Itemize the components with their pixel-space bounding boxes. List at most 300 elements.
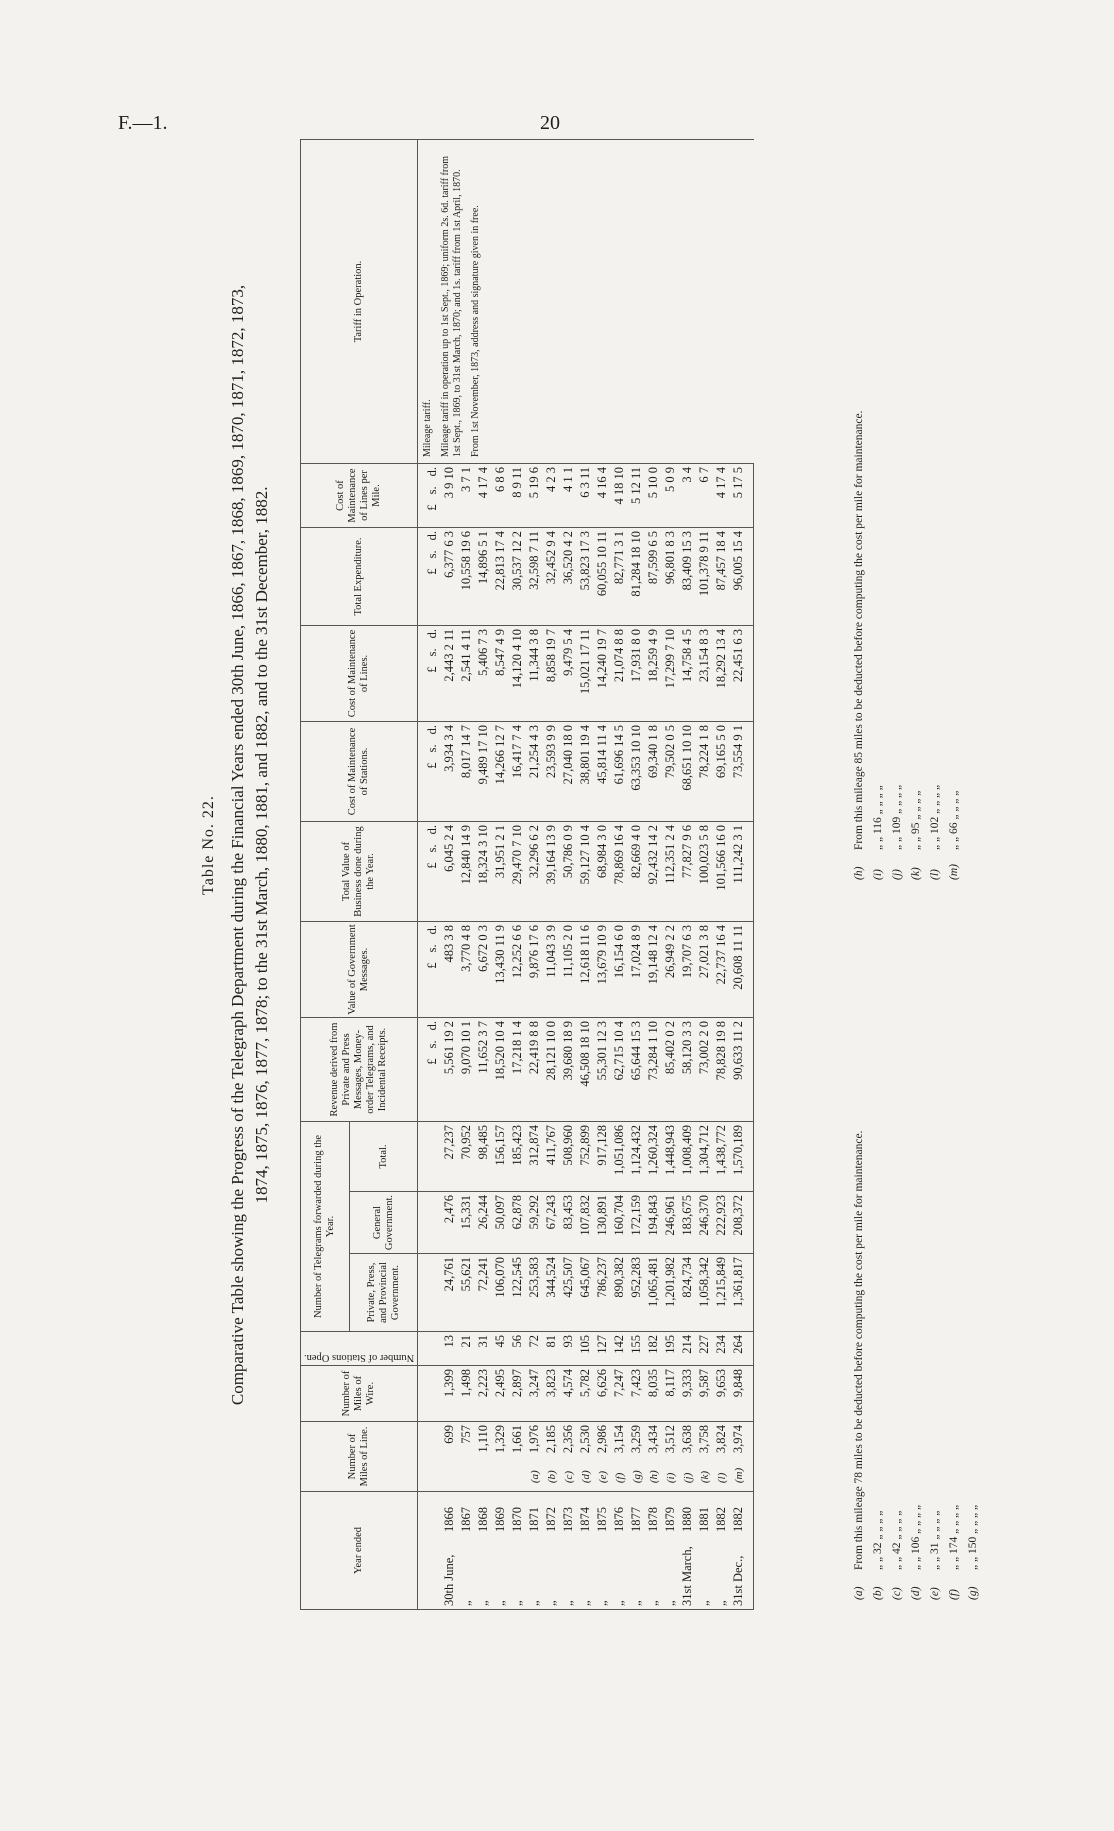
cell-business xyxy=(713,822,730,922)
header-cost-per-mile: Cost of Maintenance of Lines per Mile. xyxy=(301,464,418,528)
cell-value: 9,848 xyxy=(731,1369,746,1398)
cell-line xyxy=(441,1422,458,1492)
cell-value: 3 4 xyxy=(680,467,695,483)
cell-value: 1,058,342 xyxy=(697,1257,712,1307)
cell-cost-lines xyxy=(730,626,754,722)
unit-label: £ xyxy=(425,862,440,869)
cell-line xyxy=(560,1422,577,1492)
cell-value: 5,406 7 3 xyxy=(476,629,491,676)
cell-value: 1,215,849 xyxy=(714,1257,729,1307)
cell-value: 31 xyxy=(476,1335,491,1348)
cell-general xyxy=(713,1192,730,1254)
row-date: „ xyxy=(714,1600,729,1606)
cell-value: 78,869 16 4 xyxy=(612,825,627,885)
footnote-line xyxy=(850,411,869,880)
unit-label: s. xyxy=(425,844,440,853)
row-date: „ xyxy=(459,1600,474,1606)
footnote-key: (g) xyxy=(967,1586,979,1600)
footnote-text: From this mileage 78 miles to be deducted before computing the cost per mile for maintenance. xyxy=(853,1130,865,1570)
cell-private xyxy=(730,1254,754,1332)
cell-per-mile xyxy=(458,464,475,528)
cell-per-mile xyxy=(679,464,696,528)
cell-business xyxy=(560,822,577,922)
cell-line xyxy=(611,1422,628,1492)
cell-value: 183,675 xyxy=(680,1195,695,1236)
cell-wire xyxy=(509,1366,526,1422)
cell-line xyxy=(492,1422,509,1492)
units-cell xyxy=(418,464,442,528)
cell-total xyxy=(696,1122,713,1192)
unit-label: d. xyxy=(425,629,440,639)
footnote-key: (l) xyxy=(929,869,941,880)
cell-general xyxy=(679,1192,696,1254)
footnote-line xyxy=(888,411,907,880)
row-date: „ xyxy=(476,1600,491,1606)
row-year: 1878 xyxy=(646,1507,661,1532)
cell-line xyxy=(458,1422,475,1492)
cell-value: 32,296 6 2 xyxy=(527,825,542,879)
row-year: 1875 xyxy=(595,1507,610,1532)
header-telegrams-total: Total. xyxy=(350,1122,418,1192)
cell-business xyxy=(628,822,645,922)
cell-total xyxy=(441,1122,458,1192)
cell-year-ended xyxy=(560,1492,577,1610)
cell-value: 6,045 2 4 xyxy=(442,825,457,872)
table-number: Table No. 22. xyxy=(200,795,217,895)
footnotes-right xyxy=(850,411,964,880)
footnote-flag: (a) xyxy=(529,1470,542,1484)
footnote-line xyxy=(926,411,945,880)
cell-value: 6 8 6 xyxy=(493,467,508,492)
cell-per-mile xyxy=(628,464,645,528)
cell-value: 4 16 4 xyxy=(595,467,610,499)
cell-value: 69,165 5 0 xyxy=(714,725,729,779)
cell-value: 14,240 19 7 xyxy=(595,629,610,689)
cell-value: 27,021 3 8 xyxy=(697,925,712,979)
cell-general xyxy=(526,1192,543,1254)
cell-value: 3,758 xyxy=(697,1425,712,1454)
cell-value: 14,896 5 1 xyxy=(476,531,491,585)
cell-line xyxy=(628,1422,645,1492)
cell-value: 4,574 xyxy=(561,1369,576,1398)
footnote-flag: (j) xyxy=(682,1472,695,1484)
cell-value: 2,223 xyxy=(476,1369,491,1398)
cell-value: 11,344 3 8 xyxy=(527,629,542,682)
footnote-flag: (f) xyxy=(614,1472,627,1484)
cell-cost-lines xyxy=(441,626,458,722)
cell-value: 62,715 10 4 xyxy=(612,1021,627,1081)
footnote-text: „ „ 42 „ „ „ „ xyxy=(891,1510,903,1570)
cell-revenue xyxy=(543,1018,560,1122)
cell-value: 78,224 1 8 xyxy=(697,725,712,779)
cell-value: 160,704 xyxy=(612,1195,627,1236)
cell-gov xyxy=(679,922,696,1018)
cell-value: 122,545 xyxy=(510,1257,525,1298)
cell-cost-lines xyxy=(645,626,662,722)
cell-value: 917,128 xyxy=(595,1125,610,1166)
cell-per-mile xyxy=(509,464,526,528)
cell-total xyxy=(611,1122,628,1192)
cell-total xyxy=(526,1122,543,1192)
cell-value: 112,351 2 4 xyxy=(663,825,678,884)
cell-value: 17,299 7 10 xyxy=(663,629,678,689)
cell-value: 13,679 10 9 xyxy=(595,925,610,985)
cell-value: 5 17 5 xyxy=(731,467,746,499)
cell-general xyxy=(730,1192,754,1254)
cell-revenue xyxy=(628,1018,645,1122)
cell-year-ended xyxy=(730,1492,754,1610)
cell-value: 81,284 18 10 xyxy=(629,531,644,597)
unit-label: £ xyxy=(425,568,440,575)
cell-value: 155 xyxy=(629,1335,644,1354)
cell-value: 757 xyxy=(459,1425,474,1444)
units-cell xyxy=(418,1018,442,1122)
cell-year-ended xyxy=(594,1492,611,1610)
cell-per-mile xyxy=(526,464,543,528)
footnote-text: „ „ 106 „ „ „ „ xyxy=(910,1504,922,1570)
cell-per-mile xyxy=(560,464,577,528)
cell-value: 17,931 8 0 xyxy=(629,629,644,683)
cell-value: 312,874 xyxy=(527,1125,542,1166)
cell-value: 344,524 xyxy=(544,1257,559,1298)
cell-gov xyxy=(458,922,475,1018)
cell-cost-stations xyxy=(628,722,645,822)
cell-value: 508,960 xyxy=(561,1125,576,1166)
cell-general xyxy=(543,1192,560,1254)
cell-expenditure xyxy=(560,528,577,626)
cell-value: 890,382 xyxy=(612,1257,627,1298)
cell-value: 67,243 xyxy=(544,1195,559,1230)
cell-value: 234 xyxy=(714,1335,729,1354)
cell-year-ended xyxy=(475,1492,492,1610)
cell-value: 6 7 xyxy=(697,467,712,483)
cell-stations xyxy=(492,1332,509,1366)
cell-value: 30,537 12 2 xyxy=(510,531,525,591)
cell-value: 17,218 1 4 xyxy=(510,1021,525,1075)
cell-gov xyxy=(475,922,492,1018)
cell-value: 53,823 17 3 xyxy=(578,531,593,591)
cell-value: 3,247 xyxy=(527,1369,542,1398)
units-cell xyxy=(418,1122,442,1192)
footnote-key: (a) xyxy=(853,1586,865,1600)
cell-value: 32,598 7 11 xyxy=(527,531,542,590)
cell-value: 4 17 4 xyxy=(476,467,491,499)
cell-value: 27,040 18 0 xyxy=(561,725,576,785)
cell-value: 79,502 0 5 xyxy=(663,725,678,779)
row-year: 1874 xyxy=(578,1507,593,1532)
footnote-line xyxy=(964,1131,983,1600)
cell-value: 185,423 xyxy=(510,1125,525,1166)
cell-year-ended xyxy=(662,1492,679,1610)
row-year: 1873 xyxy=(561,1507,576,1532)
cell-total xyxy=(679,1122,696,1192)
unit-label: £ xyxy=(425,962,440,969)
cell-value: 81 xyxy=(544,1335,559,1348)
cell-value: 101,378 9 11 xyxy=(697,531,712,597)
cell-business xyxy=(458,822,475,922)
cell-value: 952,283 xyxy=(629,1257,644,1298)
cell-value: 45,814 11 4 xyxy=(595,725,610,784)
cell-line xyxy=(577,1422,594,1492)
footnote-flag: (e) xyxy=(597,1470,610,1484)
cell-value: 222,923 xyxy=(714,1195,729,1236)
cell-expenditure xyxy=(713,528,730,626)
cell-wire xyxy=(577,1366,594,1422)
cell-total xyxy=(662,1122,679,1192)
cell-value: 11,043 3 9 xyxy=(544,925,559,978)
cell-value: 69,340 1 8 xyxy=(646,725,661,779)
row-year: 1882 xyxy=(731,1507,746,1532)
cell-total xyxy=(594,1122,611,1192)
cell-value: 16,154 6 0 xyxy=(612,925,627,979)
cell-wire xyxy=(458,1366,475,1422)
cell-wire xyxy=(628,1366,645,1422)
cell-business xyxy=(441,822,458,922)
cell-stations xyxy=(560,1332,577,1366)
cell-value: 6,672 0 3 xyxy=(476,925,491,972)
cell-value: 106,070 xyxy=(493,1257,508,1298)
header-telegrams-private: Private, Press, and Provincial Government. xyxy=(350,1254,418,1332)
row-date: 30th June, xyxy=(442,1554,457,1606)
row-date: „ xyxy=(527,1600,542,1606)
cell-expenditure xyxy=(645,528,662,626)
cell-value: 12,840 14 9 xyxy=(459,825,474,885)
header-telegrams-general: General Government. xyxy=(350,1192,418,1254)
row-year: 1876 xyxy=(612,1507,627,1532)
cell-value: 23,593 9 9 xyxy=(544,725,559,779)
units-cell xyxy=(418,822,442,922)
footnote-text: „ „ 95 „ „ „ „ xyxy=(910,790,922,850)
cell-revenue xyxy=(730,1018,754,1122)
cell-business xyxy=(509,822,526,922)
cell-value: 411,767 xyxy=(544,1125,559,1166)
cell-cost-stations xyxy=(526,722,543,822)
cell-value: 83,409 15 3 xyxy=(680,531,695,591)
cell-stations xyxy=(611,1332,628,1366)
unit-label: s. xyxy=(425,944,440,953)
cell-value: 73,284 1 10 xyxy=(646,1021,661,1081)
cell-private xyxy=(458,1254,475,1332)
cell-line xyxy=(645,1422,662,1492)
cell-private xyxy=(475,1254,492,1332)
cell-value: 63,353 10 10 xyxy=(629,725,644,791)
cell-value: 5 12 11 xyxy=(629,467,644,505)
unit-label: d. xyxy=(425,467,440,477)
header-total-expenditure: Total Expenditure. xyxy=(301,528,418,626)
cell-value: 1,399 xyxy=(442,1369,457,1398)
cell-cost-lines xyxy=(458,626,475,722)
cell-per-mile xyxy=(492,464,509,528)
footnote-key: (h) xyxy=(853,866,865,880)
footnote-text: From this mileage 85 miles to be deducted before computing the cost per mile for maintenance. xyxy=(853,410,865,850)
cell-general xyxy=(594,1192,611,1254)
cell-value: 2,356 xyxy=(561,1425,576,1454)
cell-value: 5 19 6 xyxy=(527,467,542,499)
cell-value: 786,237 xyxy=(595,1257,610,1298)
cell-value: 1,438,772 xyxy=(714,1125,729,1175)
row-year: 1879 xyxy=(663,1507,678,1532)
footnote-text: „ „ 116 „ „ „ „ xyxy=(872,785,884,850)
header-tariff: Tariff in Operation. xyxy=(301,140,418,464)
cell-value: 8 9 11 xyxy=(510,467,525,498)
cell-gov xyxy=(543,922,560,1018)
row-date: „ xyxy=(697,1600,712,1606)
unit-label: £ xyxy=(425,1058,440,1065)
cell-revenue xyxy=(509,1018,526,1122)
cell-cost-lines xyxy=(543,626,560,722)
cell-revenue xyxy=(441,1018,458,1122)
cell-expenditure xyxy=(475,528,492,626)
cell-gov xyxy=(594,922,611,1018)
cell-value: 4 2 3 xyxy=(544,467,559,492)
cell-value: 1,304,712 xyxy=(697,1125,712,1175)
cell-value: 56 xyxy=(510,1335,525,1348)
cell-private xyxy=(543,1254,560,1332)
cell-value: 2,443 2 11 xyxy=(442,629,457,682)
tariff-note: Mileage tariff in operation up to 1st Sept., 1869; uniform 2s. 6d. tariff from 1st Sept., 1869, to 31st March, 1870; and 1s. tariff from 1st April, 1870. xyxy=(440,156,464,457)
cell-value: 21,074 8 8 xyxy=(612,629,627,683)
cell-value: 172,159 xyxy=(629,1195,644,1236)
cell-per-mile xyxy=(577,464,594,528)
cell-per-mile xyxy=(662,464,679,528)
cell-private xyxy=(645,1254,662,1332)
footnote-flag: (i) xyxy=(665,1472,678,1484)
cell-total xyxy=(475,1122,492,1192)
cell-value: 142 xyxy=(612,1335,627,1354)
row-date: „ xyxy=(578,1600,593,1606)
cell-cost-lines xyxy=(662,626,679,722)
cell-value: 752,899 xyxy=(578,1125,593,1166)
cell-expenditure xyxy=(730,528,754,626)
footnote-key: (f) xyxy=(948,1589,960,1600)
cell-per-mile xyxy=(713,464,730,528)
footnote-flag: (c) xyxy=(563,1470,576,1484)
footnote-line xyxy=(869,1131,888,1600)
footnote-key: (e) xyxy=(929,1587,941,1600)
page-code: F.—1. xyxy=(118,112,168,134)
footnote-flag: (m) xyxy=(733,1467,746,1484)
row-date: 31st Dec., xyxy=(731,1555,746,1606)
cell-business xyxy=(526,822,543,922)
cell-general xyxy=(475,1192,492,1254)
cell-line xyxy=(594,1422,611,1492)
cell-value: 65,644 15 3 xyxy=(629,1021,644,1081)
cell-revenue xyxy=(679,1018,696,1122)
row-year: 1882 xyxy=(714,1507,729,1532)
cell-cost-lines xyxy=(560,626,577,722)
footnote-text: „ „ 31 „ „ „ „ xyxy=(929,1510,941,1570)
cell-stations xyxy=(645,1332,662,1366)
unit-label: d. xyxy=(425,1021,440,1031)
cell-cost-stations xyxy=(577,722,594,822)
cell-wire xyxy=(662,1366,679,1422)
cell-business xyxy=(594,822,611,922)
cell-value: 4 1 1 xyxy=(561,467,576,492)
cell-per-mile xyxy=(543,464,560,528)
cell-value: 111,242 3 1 xyxy=(731,825,746,884)
cell-value: 72 xyxy=(527,1335,542,1348)
row-year: 1872 xyxy=(544,1507,559,1532)
row-year: 1868 xyxy=(476,1507,491,1532)
cell-value: 59,292 xyxy=(527,1195,542,1230)
cell-value: 83,453 xyxy=(561,1195,576,1230)
cell-value: 18,292 13 4 xyxy=(714,629,729,689)
cell-business xyxy=(645,822,662,922)
cell-per-mile xyxy=(696,464,713,528)
cell-value: 8,035 xyxy=(646,1369,661,1398)
cell-gov xyxy=(628,922,645,1018)
cell-stations xyxy=(628,1332,645,1366)
row-date: „ xyxy=(629,1600,644,1606)
cell-revenue xyxy=(492,1018,509,1122)
cell-value: 1,110 xyxy=(476,1425,491,1453)
cell-value: 12,618 11 6 xyxy=(578,925,593,984)
footnote-line xyxy=(850,1131,869,1600)
cell-value: 3,638 xyxy=(680,1425,695,1454)
cell-value: 2,476 xyxy=(442,1195,457,1224)
footnote-text: „ „ 109 „ „ „ „ xyxy=(891,784,903,850)
cell-value: 73,554 9 1 xyxy=(731,725,746,779)
cell-value: 1,065,481 xyxy=(646,1257,661,1307)
cell-value: 3,823 xyxy=(544,1369,559,1398)
cell-business xyxy=(696,822,713,922)
cell-revenue xyxy=(475,1018,492,1122)
cell-general xyxy=(458,1192,475,1254)
cell-value: 253,583 xyxy=(527,1257,542,1298)
cell-value: 1,329 xyxy=(493,1425,508,1454)
cell-value: 246,370 xyxy=(697,1195,712,1236)
footnote-flag: (b) xyxy=(546,1470,559,1484)
cell-value: 62,878 xyxy=(510,1195,525,1230)
cell-revenue xyxy=(645,1018,662,1122)
unit-label: d. xyxy=(425,925,440,935)
cell-private xyxy=(679,1254,696,1332)
cell-value: 9,653 xyxy=(714,1369,729,1398)
unit-label: d. xyxy=(425,725,440,735)
cell-revenue xyxy=(560,1018,577,1122)
tariff-note: From 1st November, 1873, address and signature given in free. xyxy=(470,205,482,457)
cell-total xyxy=(458,1122,475,1192)
footnote-text: „ „ 174 „ „ „ „ xyxy=(948,1504,960,1570)
cell-value: 93 xyxy=(561,1335,576,1348)
cell-revenue xyxy=(458,1018,475,1122)
footnote-key: (j) xyxy=(891,869,903,880)
cell-value: 1,976 xyxy=(527,1425,542,1454)
cell-total xyxy=(577,1122,594,1192)
cell-business xyxy=(679,822,696,922)
footnote-flag: (k) xyxy=(699,1470,712,1484)
cell-per-mile xyxy=(475,464,492,528)
cell-value: 1,051,086 xyxy=(612,1125,627,1175)
cell-value: 6 3 11 xyxy=(578,467,593,498)
cell-value: 3,154 xyxy=(612,1425,627,1454)
cell-value: 55,621 xyxy=(459,1257,474,1292)
cell-gov xyxy=(611,922,628,1018)
cell-expenditure xyxy=(577,528,594,626)
cell-value: 3,434 xyxy=(646,1425,661,1454)
cell-year-ended xyxy=(696,1492,713,1610)
cell-value: 227 xyxy=(697,1335,712,1354)
unit-label: s. xyxy=(425,648,440,657)
rotated-table-page xyxy=(200,50,1080,1640)
cell-revenue xyxy=(594,1018,611,1122)
cell-value: 9,876 17 6 xyxy=(527,925,542,979)
cell-value: 195 xyxy=(663,1335,678,1354)
footnote-key: (b) xyxy=(872,1586,884,1600)
cell-value: 32,452 9 4 xyxy=(544,531,559,585)
unit-label: s. xyxy=(425,486,440,495)
cell-cost-stations xyxy=(543,722,560,822)
